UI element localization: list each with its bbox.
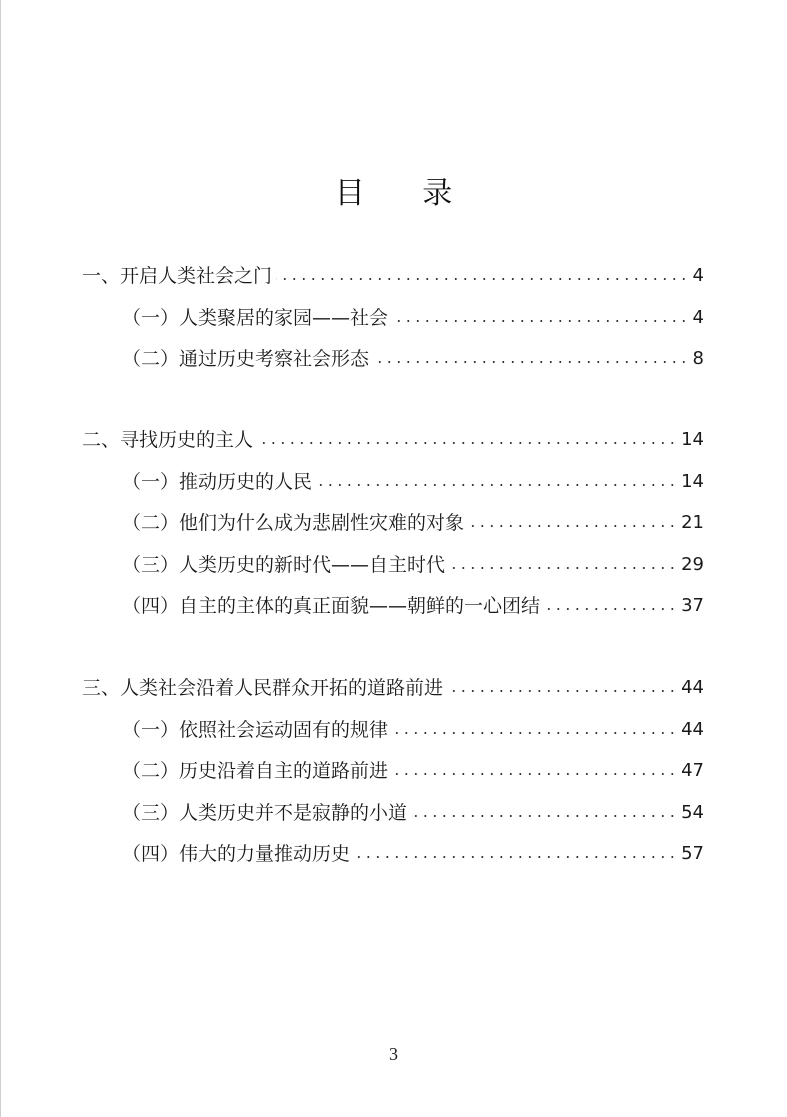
dot-leader [544,608,677,610]
toc-entry-section-2[interactable] [82,425,704,455]
toc-entry-section-2-4[interactable] [122,591,704,621]
page-number: 3 [389,1044,398,1064]
toc-entry-page: 29 [681,554,704,575]
toc-entry-section-3[interactable] [82,673,704,703]
toc-entry-section-1-1[interactable] [122,303,704,333]
toc-entry-page: 44 [681,719,704,740]
toc-entry-label: （一）人类聚居的家园——社会 [122,307,389,329]
toc-entry-page: 47 [681,760,704,781]
dot-leader [447,690,677,692]
toc-entry-label: （二）通过历史考察社会形态 [122,348,370,370]
toc-entry-label: 一、开启人类社会之门 [82,265,273,287]
toc-entry-page: 8 [692,348,704,369]
toc-entry-page: 21 [681,512,704,533]
dot-leader [392,773,677,775]
toc-entry-label: （三）人类历史的新时代——自主时代 [122,554,446,576]
dot-leader [316,484,677,486]
toc-entry-page: 4 [692,265,704,286]
toc-entry-page: 57 [681,843,704,864]
toc-entry-section-2-2[interactable] [122,508,704,538]
toc-entry-label: 二、寻找历史的主人 [82,429,254,451]
toc-entry-page: 44 [681,677,704,698]
toc-entry-label: （一）依照社会运动固有的规律 [122,719,389,741]
toc-entry-section-3-3[interactable] [122,798,704,828]
toc-entry-section-3-2[interactable] [122,756,704,786]
dot-leader [257,442,677,444]
dot-leader [276,278,689,280]
toc-entry-section-2-3[interactable] [122,550,704,580]
toc-entry-section-1[interactable] [82,261,704,291]
toc-entry-label: （四）伟大的力量推动历史 [122,843,351,865]
dot-leader [392,732,677,734]
dot-leader [411,815,677,817]
toc-entry-page: 37 [681,595,704,616]
page-title: 目 录 [334,176,477,211]
toc-entry-section-2-1[interactable] [122,467,704,497]
toc-entry-label: （一）推动历史的人民 [122,471,313,493]
toc-entry-label: （三）人类历史并不是寂静的小道 [122,802,408,824]
toc-entry-section-3-4[interactable] [122,839,704,869]
toc-entry-label: （二）他们为什么成为悲剧性灾难的对象 [122,512,465,534]
dot-leader [392,320,689,322]
dot-leader [354,856,677,858]
toc-entry-page: 14 [681,429,704,450]
toc-entry-label: （四）自主的主体的真正面貌——朝鲜的一心团结 [122,595,541,617]
toc-entry-page: 4 [692,307,704,328]
toc-entry-section-3-1[interactable] [122,715,704,745]
toc-entry-section-1-2[interactable] [122,344,704,374]
toc-entry-label: （二）历史沿着自主的道路前进 [122,760,389,782]
toc-entry-page: 14 [681,471,704,492]
dot-leader [449,567,677,569]
toc-entry-page: 54 [681,802,704,823]
dot-leader [468,525,677,527]
toc-entry-label: 三、人类社会沿着人民群众开拓的道路前进 [82,677,444,699]
dot-leader [373,361,689,363]
